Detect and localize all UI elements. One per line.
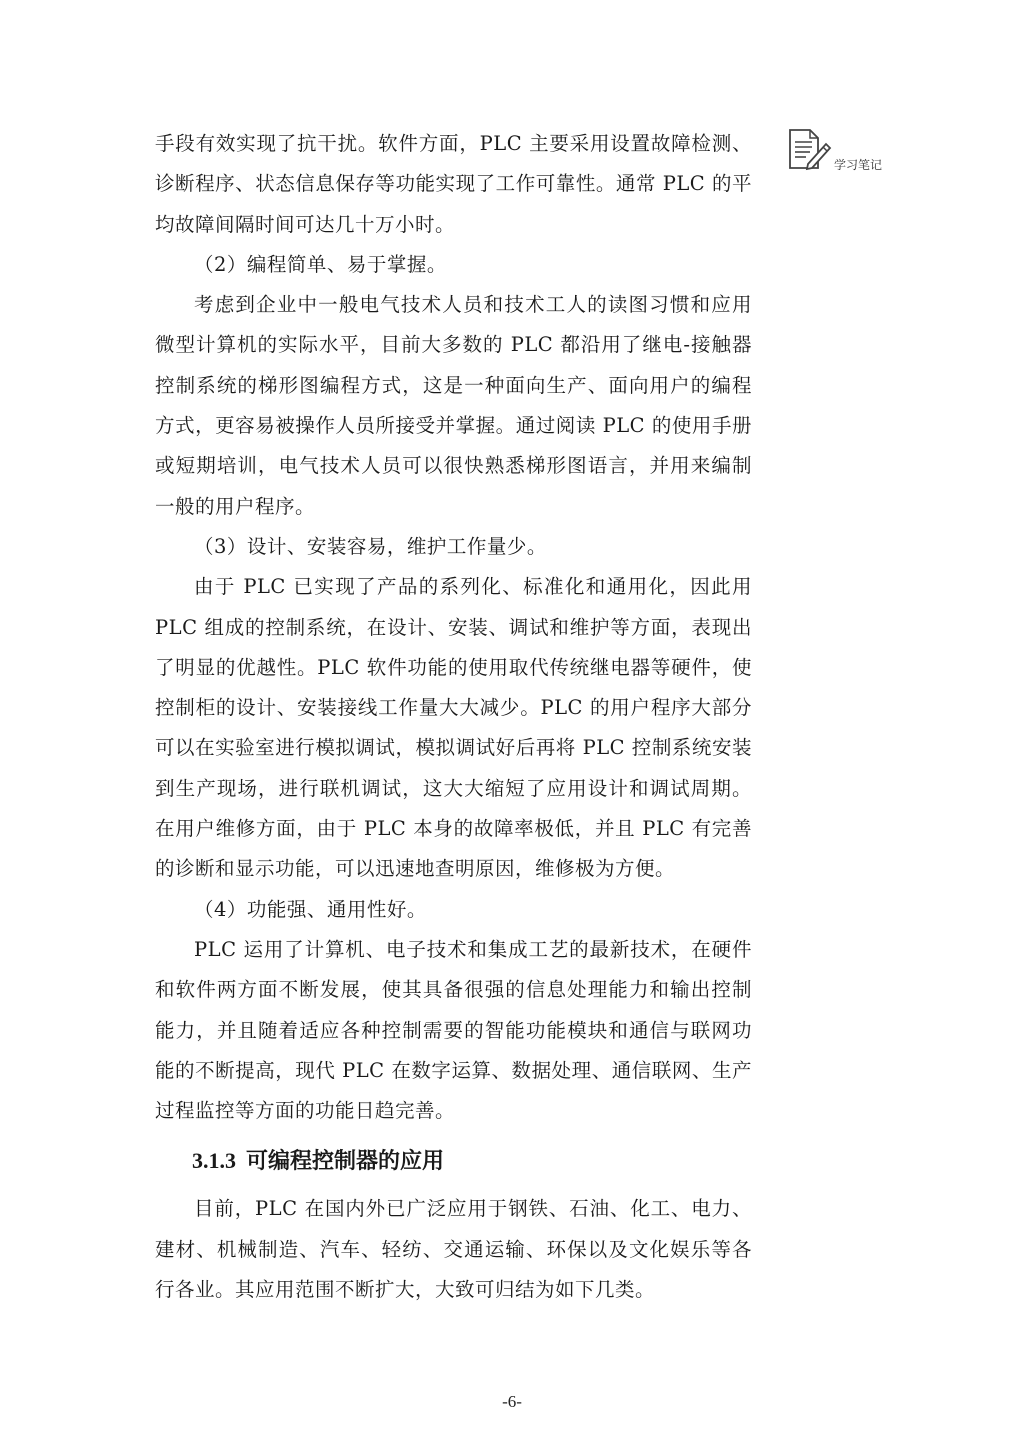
- section-number: 3.1.3: [192, 1148, 236, 1174]
- body-text: [155, 124, 752, 1310]
- study-notes-label: 学习笔记: [834, 158, 883, 172]
- paragraph: 由于 PLC 已实现了产品的系列化、标准化和通用化，因此用 PLC 组成的控制系统，在设计、安装、调试和维护等方面，表现出了明显的优越性。PLC 软件功能的使用取代传统继电器等硬件，使控制柜的设计、安装接线工作量大大减少。PLC 的用户程序大部分可以在实验室进行模拟调试，模拟调试好后再将 PLC 控制系统安装到生产现场，进行联机调试，这大大缩短了应用设计和调试周期。在用户维修方面，由于 PLC 本身的故障率极低，并且 PLC 有完善的诊断和显示功能，可以迅速地查明原因，维修极为方便。: [155, 575, 752, 881]
- paragraph: PLC 运用了计算机、电子技术和集成工艺的最新技术，在硬件和软件两方面不断发展，使其具备很强的信息处理能力和输出控制能力，并且随着适应各种控制需要的智能功能模块和通信与联网功能的不断提高，现代 PLC 在数字运算、数据处理、通信联网、生产过程监控等方面的功能日趋完善。: [155, 937, 752, 1123]
- paragraph: 手段有效实现了抗干扰。软件方面，PLC 主要采用设置故障检测、诊断程序、状态信息保存等功能实现了工作可靠性。通常 PLC 的平均故障间隔时间可达几十万小时。: [155, 132, 752, 236]
- page-number: -6-: [502, 1392, 522, 1411]
- section-heading: [155, 1141, 752, 1182]
- section-title: 可编程控制器的应用: [246, 1149, 445, 1175]
- paragraph: 目前，PLC 在国内外已广泛应用于钢铁、石油、化工、电力、建材、机械制造、汽车、轻纺、交通运输、环保以及文化娱乐等各行各业。其应用范围不断扩大，大致可归结为如下几类。: [155, 1197, 752, 1302]
- paragraph: 考虑到企业中一般电气技术人员和技术工人的读图习惯和应用微型计算机的实际水平，目前大多数的 PLC 都沿用了继电-接触器控制系统的梯形图编程方式，这是一种面向生产、面向用户的编程方式，更容易被操作人员所接受并掌握。通过阅读 PLC 的使用手册或短期培训，电气技术人员可以很快熟悉梯形图语言，并用来编制一般的用户程序。: [155, 293, 752, 518]
- list-heading: （3）设计、安装容易，维护工作量少。: [194, 534, 547, 558]
- study-notes-marker: [786, 128, 896, 174]
- note-pencil-icon: [786, 128, 832, 174]
- list-heading: （4）功能强、通用性好。: [194, 897, 427, 921]
- list-heading: （2）编程简单、易于掌握。: [194, 252, 447, 276]
